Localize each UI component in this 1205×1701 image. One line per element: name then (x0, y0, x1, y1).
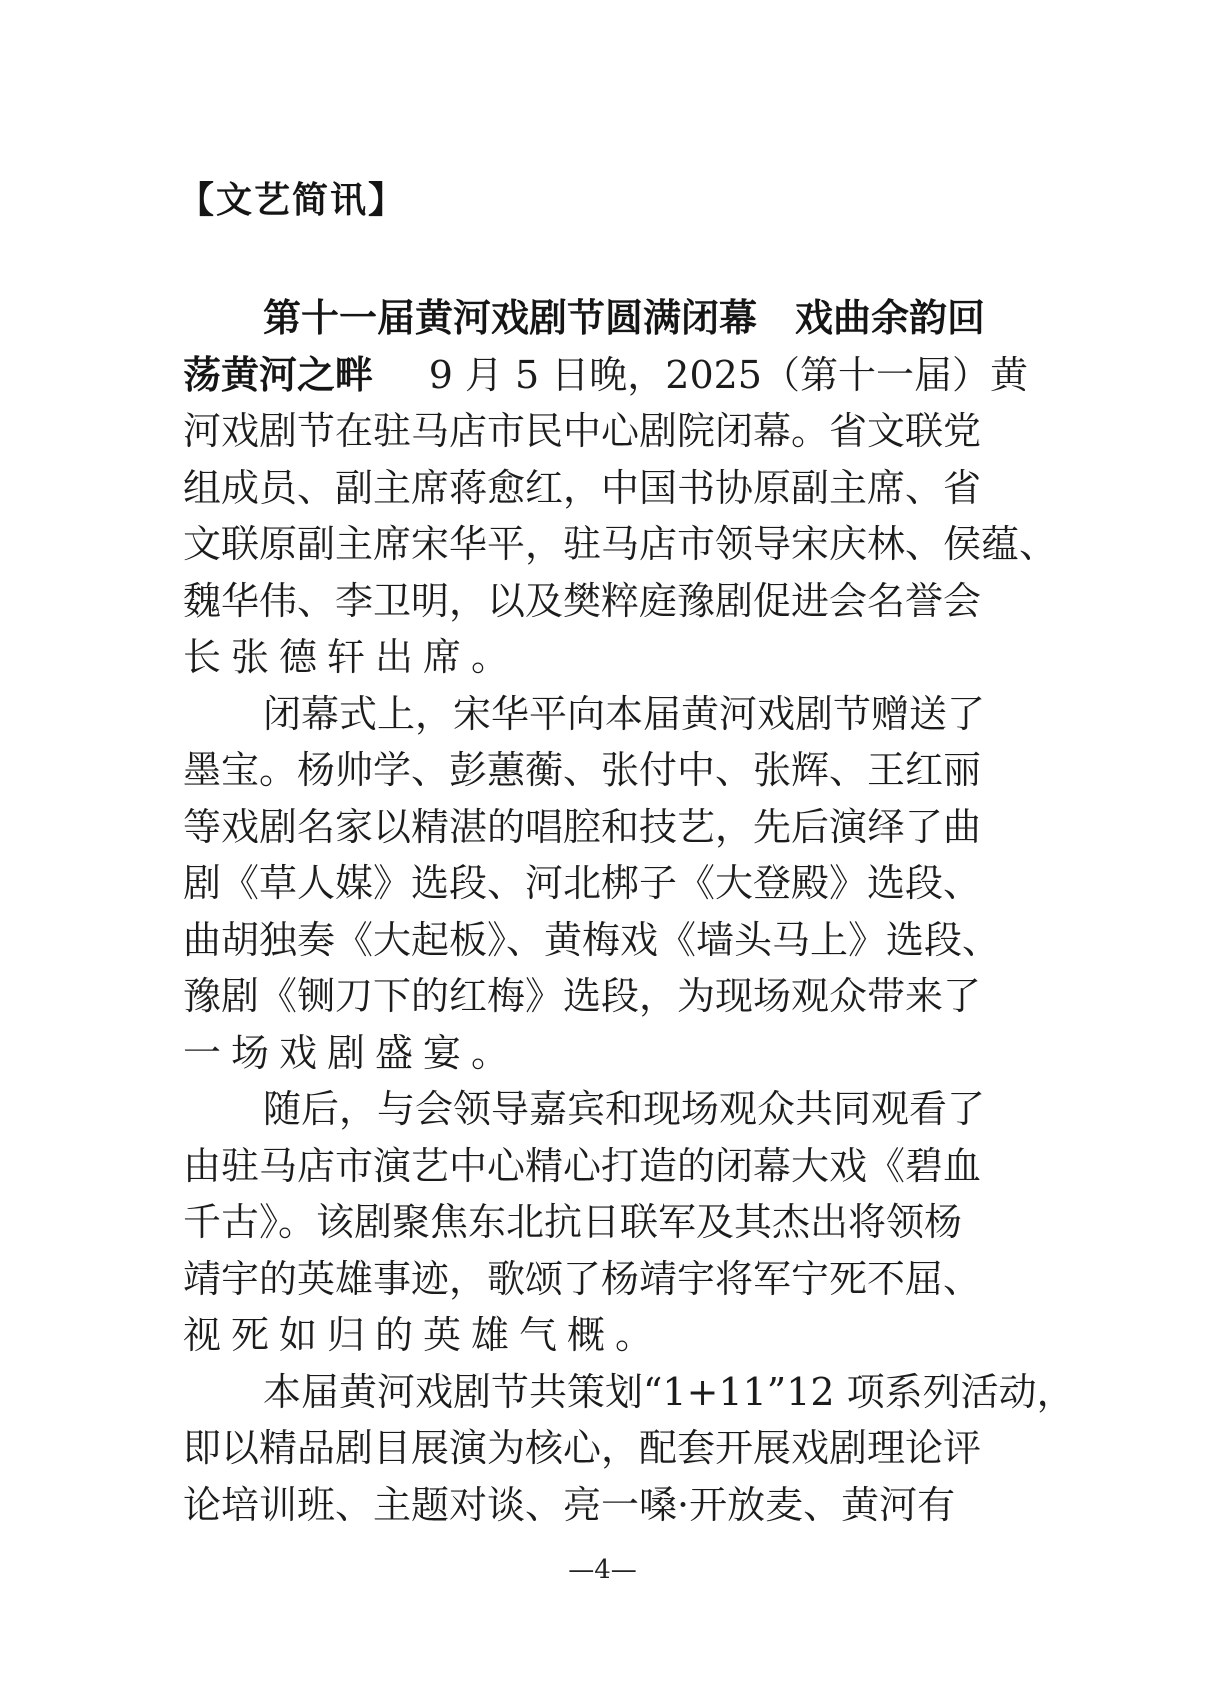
paragraph-line: 视死如归的英雄气概。 (183, 1313, 664, 1357)
headline-line (183, 347, 1028, 404)
paragraph-line: 文联原副主席宋华平，驻马店市领导宋庆林、侯蕴、 (183, 522, 1058, 566)
paragraph-line: 由驻马店市演艺中心精心打造的闭幕大戏《碧血 (183, 1143, 982, 1188)
paragraph-line: 即以精品剧目展演为核心，配套开展戏剧理论评 (183, 1426, 982, 1470)
paragraph-line: 随后，与会领导嘉宾和现场观众共同观看了 (263, 1087, 986, 1131)
paragraph-line: 千古》。该剧聚焦东北抗日联军及其杰出将领杨 (183, 1200, 963, 1244)
headline-line (183, 290, 1028, 347)
headline-text: 荡黄河之畔 (183, 352, 374, 397)
paragraph-line: 长张德轩出席。 (183, 635, 520, 679)
paragraph-line: 魏华伟、李卫明，以及樊粹庭豫剧促进会名誉会 (183, 578, 982, 623)
paragraph-line: 曲胡独奏《大起板》、黄梅戏《墙头马上》选段、 (183, 917, 1001, 962)
paragraph-line: 墨宝。杨帅学、彭蕙蘅、张付中、张辉、王红丽 (183, 748, 982, 792)
paragraph-line: 一场戏剧盛宴。 (183, 1030, 520, 1075)
paragraph-line: 等戏剧名家以精湛的唱腔和技艺，先后演绎了曲 (183, 804, 982, 849)
headline-text: 第十一届黄河戏剧节圆满闭幕 戏曲余韵回 (263, 296, 986, 340)
paragraph-line: 闭幕式上，宋华平向本届黄河戏剧节赠送了 (263, 691, 986, 736)
page-number: —4— (568, 1555, 637, 1585)
article-body (183, 290, 1075, 1533)
paragraph-line: 组成员、副主席蒋愈红，中国书协原副主席、省 (183, 465, 982, 510)
paragraph-line: 9 月 5 日晚，2025（第十一届）黄 (428, 352, 1028, 397)
section-tag: 【文艺简讯】 (178, 180, 407, 221)
paragraph-line: 河戏剧节在驻马店市民中心剧院闭幕。省文联党 (183, 409, 982, 453)
paragraph-line: 靖宇的英雄事迹，歌颂了杨靖宇将军宁死不屈、 (183, 1256, 982, 1301)
paragraph-line: 本届黄河戏剧节共策划“1+11”12 项系列活动， (263, 1369, 1075, 1414)
paragraph-line: 论培训班、主题对谈、亮一嗓·开放麦、黄河有 (183, 1482, 956, 1527)
paragraph-line: 豫剧《铡刀下的红梅》选段，为现场观众带来了 (183, 974, 982, 1018)
paragraph-line: 剧《草人媒》选段、河北梆子《大登殿》选段、 (183, 861, 982, 905)
